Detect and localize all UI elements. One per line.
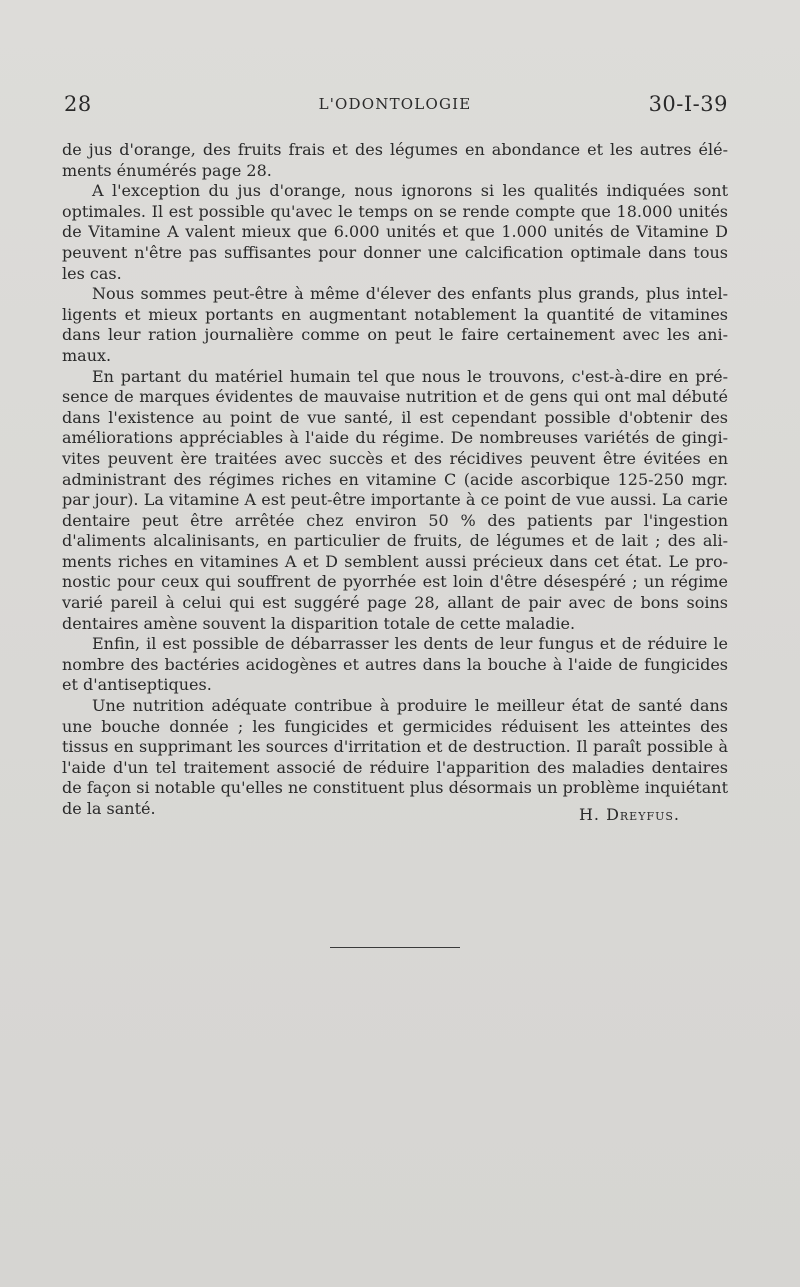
- paragraph-1: de jus d'orange, des fruits frais et des légumes en abondance et les autres éléments énumérés page 28.: [62, 140, 728, 180]
- paragraph-3: Nous sommes peut-être à même d'élever des enfants plus grands, plus intelligents et mieux portants en augmentant notablement la quantité de vitamines dans leur ration journalière comme on peut le faire certainement avec les animaux.: [62, 284, 728, 365]
- author-signature: H. Dreyfus.: [578, 805, 680, 824]
- paragraph-6: Une nutrition adéquate contribue à produire le meilleur état de santé dans une bouche donnée ; les fungicides et germicides réduisent les atteintes des tissus en supprimant les sources d'irritation et de destruction. Il paraît possible à l'aide d'un tel traitement associé de réduire l'apparition des maladies dentaires de façon si notable qu'elles ne constituent plus désormais un problème inquiétant de la santé.: [62, 696, 728, 818]
- paragraph-2: A l'exception du jus d'orange, nous ignorons si les qualités indiquées sont optimales. Il est possible qu'avec le temps on se rende compte que 18.000 unités de Vitamine A valent mieux que 6.000 unités et que 1.000 unités de Vitamine D peuvent n'être pas suffisantes pour donner une calcification optimale dans tous les cas.: [62, 181, 728, 283]
- issue-date: 30-I-39: [648, 92, 728, 116]
- end-rule-divider: [330, 947, 460, 948]
- article-body: [62, 140, 728, 820]
- paragraph-4: En partant du matériel humain tel que nous le trouvons, c'est-à-dire en présence de marques évidentes de mauvaise nutrition et de gens qui ont mal débuté dans l'existence au point de vue santé, il est cependant possible d'obtenir des améliorations appréciables à l'aide du régime. De nombreuses variétés de gingivites peuvent ère traitées avec succès et des récidives peuvent être évitées en administrant des régimes riches en vitamine C (acide ascorbique 125-250 mgr. par jour). La vitamine A est peut-être importante à ce point de vue aussi. La carie dentaire peut être arrêtée chez environ 50 % des patients par l'ingestion d'aliments alcalinisants, en particulier de fruits, de légumes et de lait ; des aliments riches en vitamines A et D semblent aussi précieux dans cet état. Le pronostic pour ceux qui souffrent de pyorrhée est loin d'être désespéré ; un régime varié pareil à celui qui est suggéré page 28, allant de pair avec de bons soins dentaires amène souvent la disparition totale de cette maladie.: [62, 366, 728, 633]
- page-number: 28: [64, 92, 92, 116]
- page-header: [62, 92, 728, 122]
- journal-title: L'ODONTOLOGIE: [318, 95, 472, 113]
- paragraph-5: Enfin, il est possible de débarrasser les dents de leur fungus et de réduire le nombre des bactéries acidogènes et autres dans la bouche à l'aide de fungicides et d'antiseptiques.: [62, 634, 728, 695]
